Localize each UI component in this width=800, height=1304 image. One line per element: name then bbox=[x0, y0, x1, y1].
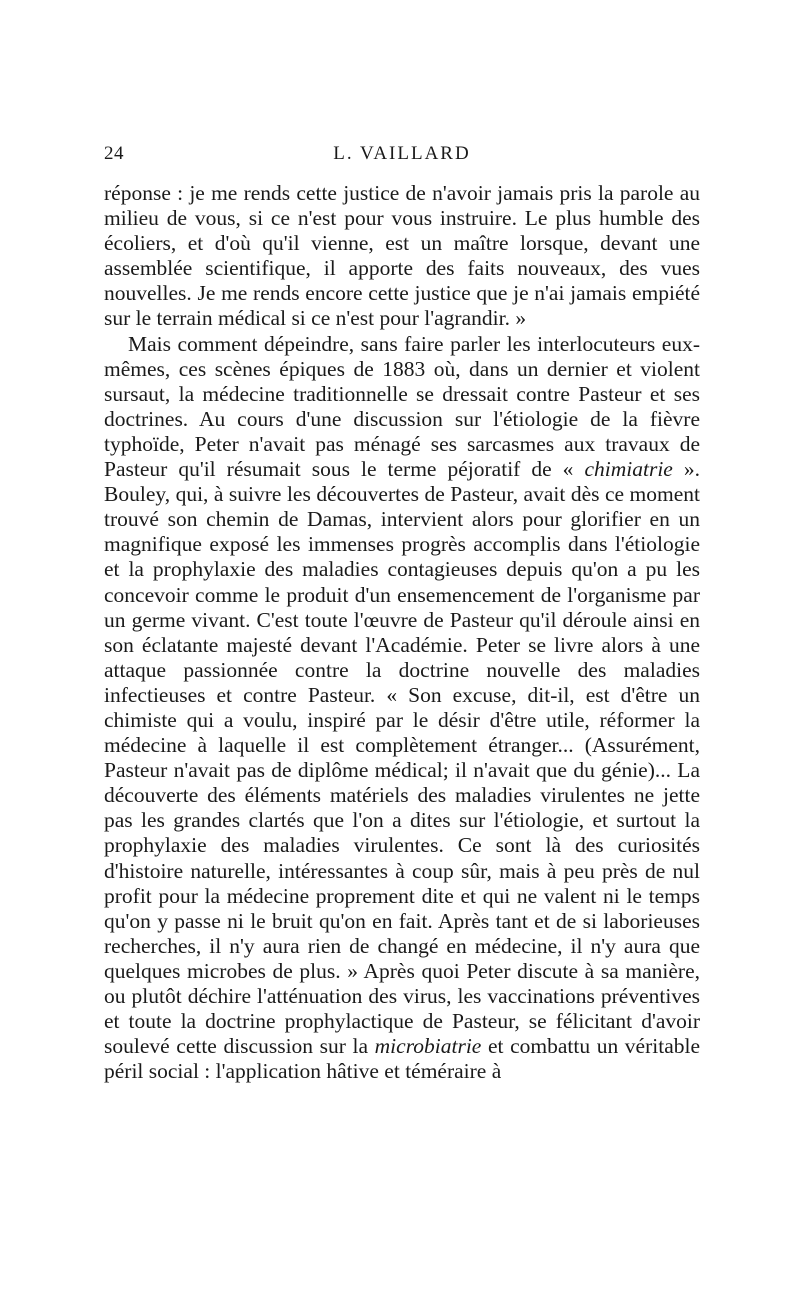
paragraph bbox=[104, 332, 700, 1085]
body-text bbox=[104, 181, 700, 1084]
page-number: 24 bbox=[104, 143, 124, 164]
page-header bbox=[104, 143, 700, 171]
paragraph-text: ». Bouley, qui, à suivre les découvertes de Pasteur, avait dès ce moment trouvé son chemin de Damas, intervient alors pour glorifier en un magnifique exposé les immenses progrès accomplis dans l'étiologie et la prophylaxie des maladies contagieuses depuis qu'on a pu les concevoir comme le produit d'un ensemencement de l'organisme par un germe vivant. C'est toute l'œuvre de Pasteur qu'il déroule ainsi en son éclatante majesté devant l'Académie. Peter se livre alors à une attaque passionnée contre la doctrine nouvelle des maladies infectieuses et contre Pasteur. « Son excuse, dit-il, est d'être un chimiste qui a voulu, inspiré par le désir d'être utile, réformer la médecine à laquelle il est complètement étranger... (Assurément, Pasteur n'avait pas de diplôme médical; il n'avait que du génie)... La découverte des éléments matériels des maladies virulentes ne jette pas les grandes clartés que l'on a dites sur l'étiologie, et surtout la prophylaxie des maladies virulentes. Ce sont là des curiosités d'histoire naturelle, intéressantes à coup sûr, mais à peu près de nul profit pour la médecine proprement dite et qui ne valent ni le temps qu'on y passe ni le bruit qu'on en fait. Après tant et de si laborieuses recherches, il n'y aura rien de changé en médecine, il n'y aura que quelques microbes de plus. » Après quoi Peter discute à sa manière, ou plutôt déchire l'atténuation des virus, les vaccinations préventives et toute la doctrine prophylactique de Pasteur, se félicitant d'avoir soulevé cette discussion sur la bbox=[104, 457, 700, 1059]
paragraph-continued: réponse : je me rends cette justice de n'avoir jamais pris la parole au milieu de vous, si ce n'est pour vous instruire. Le plus humble des écoliers, et d'où qu'il vienne, est un maître lorsque, devant une assemblée scientifique, il apporte des faits nouveaux, des vues nouvelles. Je me rends encore cette justice que je n'ai jamais empiété sur le terrain médical si ce n'est pour l'agrandir. » bbox=[104, 181, 700, 331]
paragraph-text: et combattu un véritable péril social : l'application hâtive et téméraire à bbox=[104, 1034, 700, 1084]
paragraph-text: Mais comment dépeindre, sans faire parler les interlocuteurs eux-mêmes, ces scènes épiques de 1883 où, dans un dernier et violent sursaut, la médecine traditionnelle se dressait contre Pasteur et ses doctrines. Au cours d'une discussion sur l'étiologie de la fièvre typhoïde, Peter n'avait pas ménagé ses sarcasmes aux travaux de Pasteur qu'il résumait sous le terme péjoratif de « bbox=[104, 331, 700, 482]
running-head: L. VAILLARD bbox=[333, 143, 471, 164]
italic-term: microbiatrie bbox=[374, 1034, 482, 1059]
italic-term: chimiatrie bbox=[584, 457, 673, 482]
